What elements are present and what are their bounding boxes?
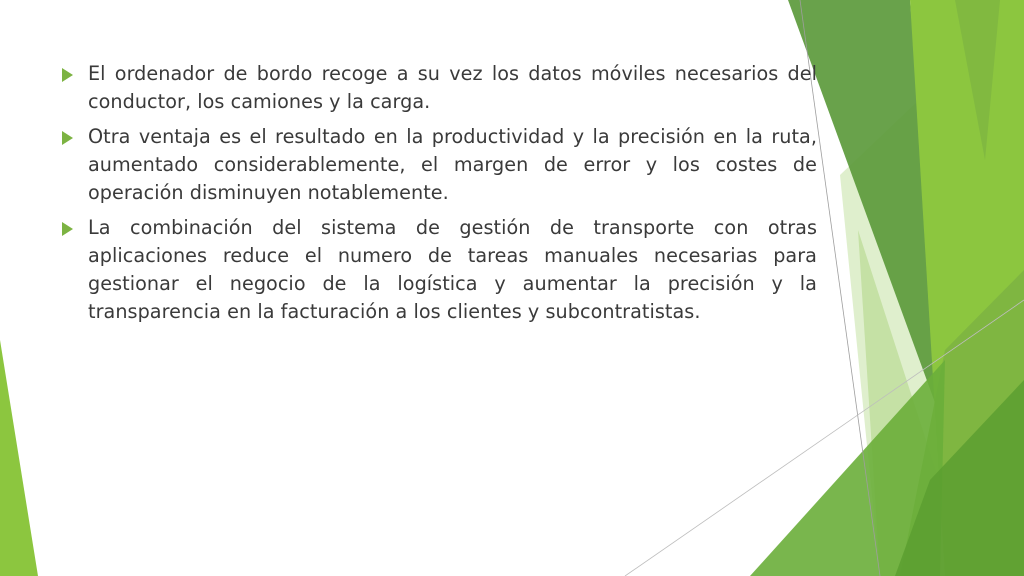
bullet-item [62, 214, 817, 326]
bullet-item [62, 60, 817, 116]
bullet-text: Otra ventaja es el resultado en la productividad y la precisión en la ruta, aumentado considerablemente, el margen de error y los costes de operación disminuyen notablemente. [88, 125, 817, 204]
bullet-arrow-icon [62, 131, 73, 145]
bullet-text: El ordenador de bordo recoge a su vez los datos móviles necesarios del conductor, los camiones y la carga. [88, 62, 817, 113]
facet-left [0, 340, 38, 576]
bullet-list [62, 60, 817, 333]
bullet-item [62, 123, 817, 207]
bullet-arrow-icon [62, 68, 73, 82]
bullet-arrow-icon [62, 222, 73, 236]
bullet-text: La combinación del sistema de gestión de transporte con otras aplicaciones reduce el numero de tareas manuales necesarias para gestionar el negocio de la logística y aumentar la precisión y la transparencia en la facturación a los clientes y subcontratistas. [88, 216, 817, 323]
